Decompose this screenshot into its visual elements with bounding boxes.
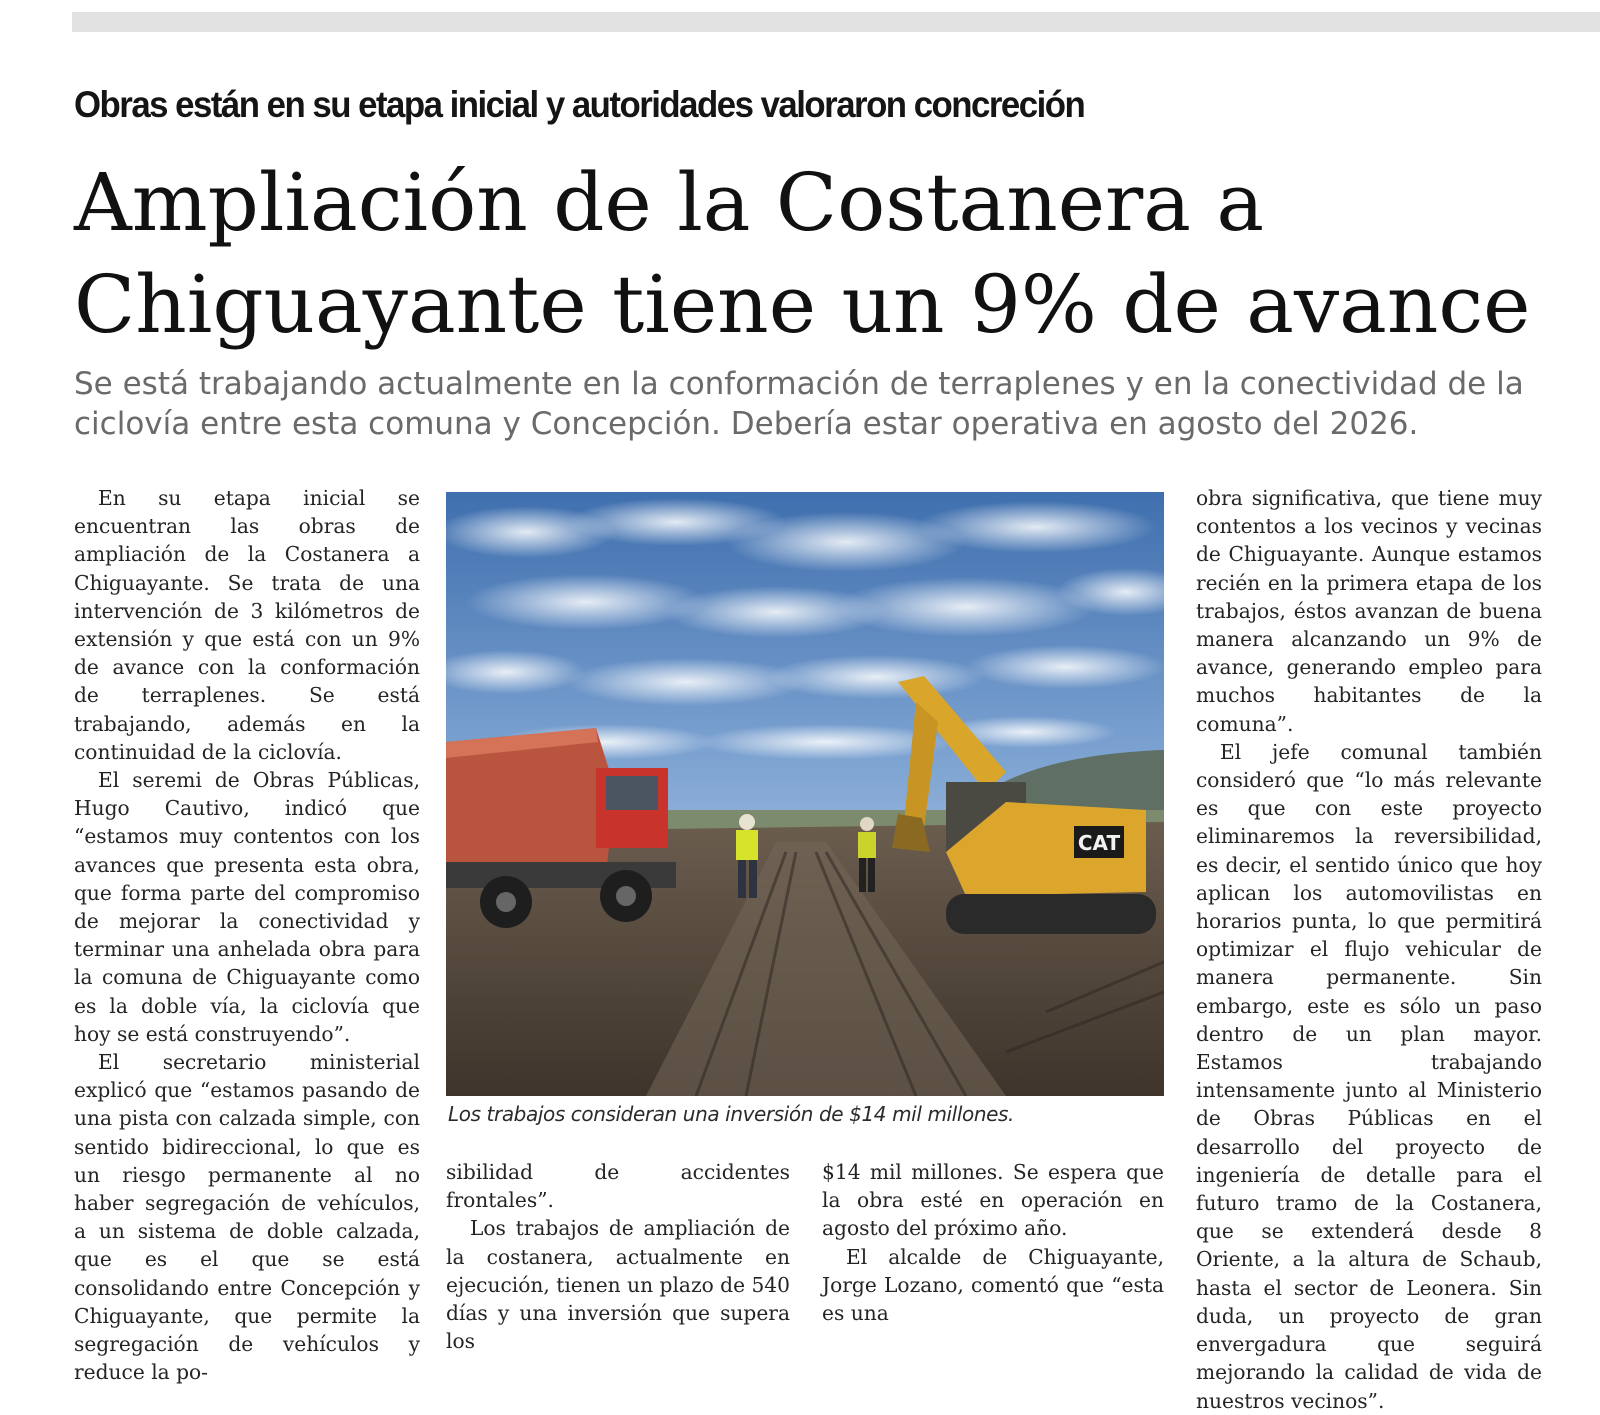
paragraph: En su etapa inicial se encuentran las obras de ampliación de la Costanera a Chiguayante. Se trata de una intervención de 3 kilómetros de extensión y que está con un 9% de avance con la conformación de terraplenes. Se está trabajando, además en la continuidad de la ciclovía. [74, 486, 420, 764]
article-column-2 [446, 1158, 790, 1355]
headline-line-1: Ampliación de la Costanera a [74, 156, 1265, 249]
paragraph-continued: sibilidad de accidentes frontales”. [446, 1160, 790, 1213]
paragraph: El secretario ministerial explicó que “estamos pasando de una pista con calzada simple, con sentido bidireccional, lo que es un riesgo permanente al no haber segregación de vehículos, a un sistema de doble calzada, que es el que se está consolidando entre Concepción y Chiguayante, que permite la segregación de vehículos y reduce la po- [74, 1050, 420, 1385]
paragraph: El jefe comunal también consideró que “lo más relevante es que con este proyecto eliminaremos la reversibilidad, es decir, el sentido único que hoy aplican los automovilistas en horarios punta, lo que permitirá optimizar el flujo vehicular de manera permanente. Sin embargo, este es sólo un paso dentro de un plan mayor. Estamos trabajando intensamente junto al Ministerio de Obras Públicas en el desarrollo del proyecto de ingeniería de detalle para el futuro tramo de la Costanera, que se extenderá desde 8 Oriente, a la altura de Schaub, hasta el sector de Leonera. Sin duda, un proyecto de gran envergadura que seguirá mejorando la calidad de vida de nuestros vecinos”. [1196, 739, 1542, 1413]
article-photo [446, 492, 1164, 1096]
paragraph: El seremi de Obras Públicas, Hugo Cautivo, indicó que “estamos muy contentos con los avances que presenta esta obra, que forma parte del compromiso de mejorar la conectividad y terminar una anhelada obra para la comuna de Chiguayante como es la doble vía, la ciclovía que hoy se está construyendo”. [74, 768, 420, 1046]
paragraph: El alcalde de Chiguayante, Jorge Lozano, comentó que “esta es una [822, 1244, 1164, 1326]
headline-line-2: Chiguayante tiene un 9% de avance [74, 258, 1531, 351]
top-rule [72, 12, 1600, 32]
headline [74, 152, 1534, 356]
article-column-4 [1196, 484, 1542, 1415]
paragraph: Los trabajos de ampliación de la costanera, actualmente en ejecución, tienen un plazo de 540 días y una inversión que supera los [446, 1216, 790, 1354]
article-column-1 [74, 484, 420, 1387]
paragraph-continued: obra significativa, que tiene muy contentos a los vecinos y vecinas de Chiguayante. Aunque estamos recién en la primera etapa de los trabajos, éstos avanzan de buena manera alcanzando un 9% de avance, generando empleo para muchos habitantes de la comuna”. [1196, 486, 1542, 736]
paragraph-continued: $14 mil millones. Se espera que la obra esté en operación en agosto del próximo año. [822, 1160, 1164, 1241]
kicker: Obras están en su etapa inicial y autoridades valoraron concreción [74, 84, 1085, 125]
cat-logo: CAT [1077, 831, 1121, 855]
subhead: Se está trabajando actualmente en la conformación de terraplenes y en la conectividad de la ciclovía entre esta comuna y Concepción. Debería estar operativa en agosto del 2026. [74, 366, 1524, 442]
photo-caption: Los trabajos consideran una inversión de $14 mil millones. [448, 1102, 1014, 1126]
article-column-3 [822, 1158, 1164, 1327]
